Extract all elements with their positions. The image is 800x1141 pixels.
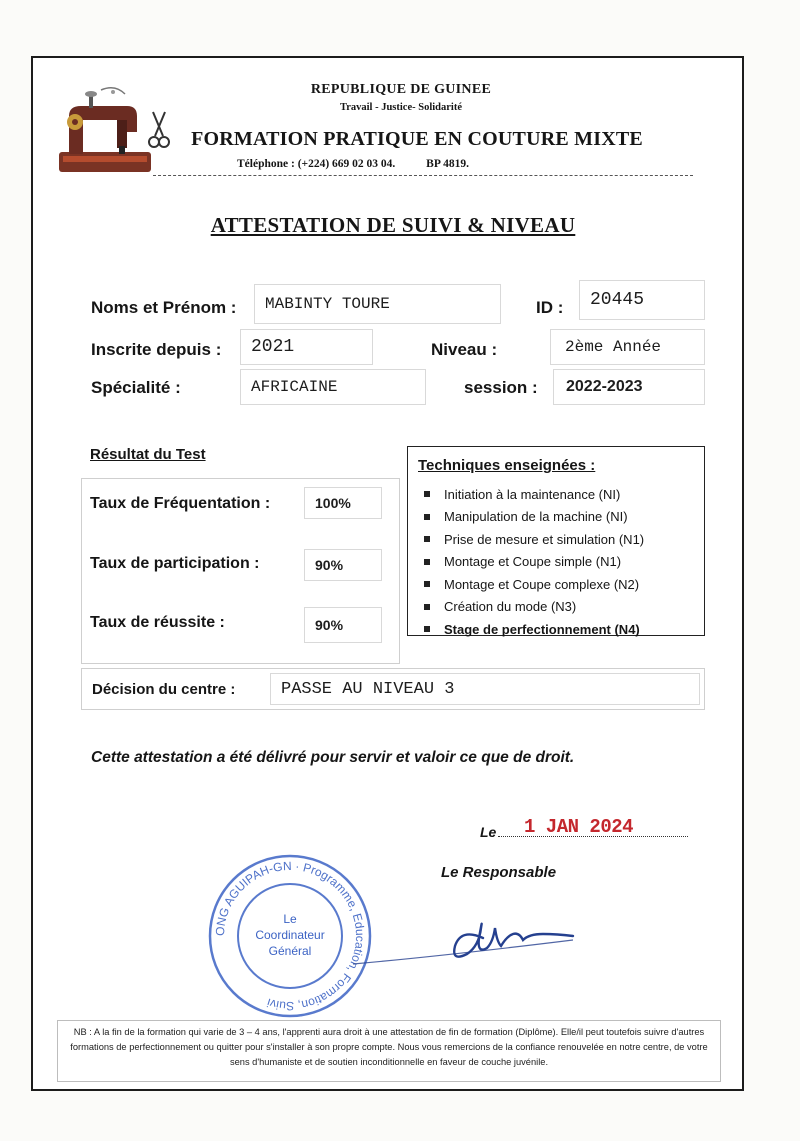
sewing-machine-logo bbox=[55, 84, 159, 176]
techniques-list bbox=[422, 483, 698, 641]
organization-name: FORMATION PRATIQUE EN COUTURE MIXTE bbox=[191, 128, 643, 150]
seal-line-1: Le bbox=[283, 912, 297, 926]
bullet-icon bbox=[424, 491, 430, 497]
decision-panel bbox=[81, 668, 705, 710]
country-name: REPUBLIQUE DE GUINEE bbox=[310, 82, 492, 97]
postal-box: BP 4819. bbox=[426, 158, 469, 170]
speciality-field: AFRICAINE bbox=[240, 369, 426, 405]
speciality-label: Spécialité : bbox=[91, 378, 181, 397]
decision-field: PASSE AU NIVEAU 3 bbox=[270, 673, 700, 705]
date-prefix: Le bbox=[480, 824, 497, 840]
list-item: Création du mode (N3) bbox=[422, 596, 698, 619]
contact-line bbox=[237, 158, 597, 170]
attendance-rate-value: 100% bbox=[304, 487, 382, 519]
footer-note: NB : A la fin de la formation qui varie de 3 – 4 ans, l'apprenti aura droit à une attestation de fin de formation (Diplôme). Elle/il peut toutefois suivre d'autres formations de perfectionnement ou quitter pour s'installer à son propre compte. Nous vous remercions de la confiance renouvelée en notre centre, de votre sens d'humaniste et de soutien inconditionnelle en faveur de couche juvénile. bbox=[70, 1027, 708, 1067]
seal-outer-text: ONG AGUIPAH-GN · Programme, Education, Formation, Suivi bbox=[212, 858, 368, 1014]
success-rate-label: Taux de réussite : bbox=[90, 614, 225, 631]
bullet-icon bbox=[424, 514, 430, 520]
header-divider bbox=[153, 175, 693, 176]
session-field: 2022-2023 bbox=[553, 369, 705, 405]
session-label: session : bbox=[464, 378, 538, 397]
phone-number: Téléphone : (+224) 669 02 03 04. bbox=[237, 158, 396, 170]
list-item: Initiation à la maintenance (NI) bbox=[422, 483, 698, 506]
bullet-icon bbox=[424, 604, 430, 610]
level-field: 2ème Année bbox=[550, 329, 705, 365]
bullet-icon bbox=[424, 536, 430, 542]
list-item: Montage et Coupe simple (N1) bbox=[422, 551, 698, 574]
document-title: ATTESTATION DE SUIVI & NIVEAU bbox=[210, 213, 576, 237]
bullet-icon bbox=[424, 581, 430, 587]
note-box bbox=[57, 1020, 721, 1082]
results-heading: Résultat du Test bbox=[90, 446, 206, 463]
id-label: ID : bbox=[536, 298, 564, 317]
attestation-statement: Cette attestation a été délivré pour servir et valoir ce que de droit. bbox=[91, 749, 575, 766]
seal-line-2: Coordinateur bbox=[255, 928, 325, 942]
success-rate-value: 90% bbox=[304, 607, 382, 643]
list-item: Prise de mesure et simulation (N1) bbox=[422, 528, 698, 551]
document-frame bbox=[31, 56, 744, 1091]
list-item: Stage de perfectionnement (N4) bbox=[422, 618, 698, 641]
bullet-icon bbox=[424, 626, 430, 632]
techniques-heading: Techniques enseignées : bbox=[418, 457, 596, 474]
enrolled-since-label: Inscrite depuis : bbox=[91, 340, 222, 359]
date-line bbox=[480, 818, 694, 844]
techniques-panel bbox=[407, 446, 705, 636]
attendance-rate-label: Taux de Fréquentation : bbox=[90, 495, 271, 512]
participation-rate-label: Taux de participation : bbox=[90, 555, 260, 572]
enrolled-since-field: 2021 bbox=[240, 329, 373, 365]
motto: Travail - Justice- Solidarité bbox=[340, 102, 462, 113]
signature bbox=[333, 898, 593, 968]
responsible-title: Le Responsable bbox=[441, 864, 557, 881]
name-field: MABINTY TOURE bbox=[254, 284, 501, 324]
decision-label: Décision du centre : bbox=[92, 681, 236, 698]
participation-rate-value: 90% bbox=[304, 549, 382, 581]
results-panel bbox=[81, 478, 400, 664]
level-label: Niveau : bbox=[431, 340, 498, 359]
name-label: Noms et Prénom : bbox=[91, 298, 237, 317]
date-stamp: 1 JAN 2024 bbox=[524, 816, 634, 838]
id-field: 20445 bbox=[579, 280, 705, 320]
seal-line-3: Général bbox=[268, 944, 312, 958]
list-item: Montage et Coupe complexe (N2) bbox=[422, 573, 698, 596]
list-item: Manipulation de la machine (NI) bbox=[422, 506, 698, 529]
bullet-icon bbox=[424, 559, 430, 565]
